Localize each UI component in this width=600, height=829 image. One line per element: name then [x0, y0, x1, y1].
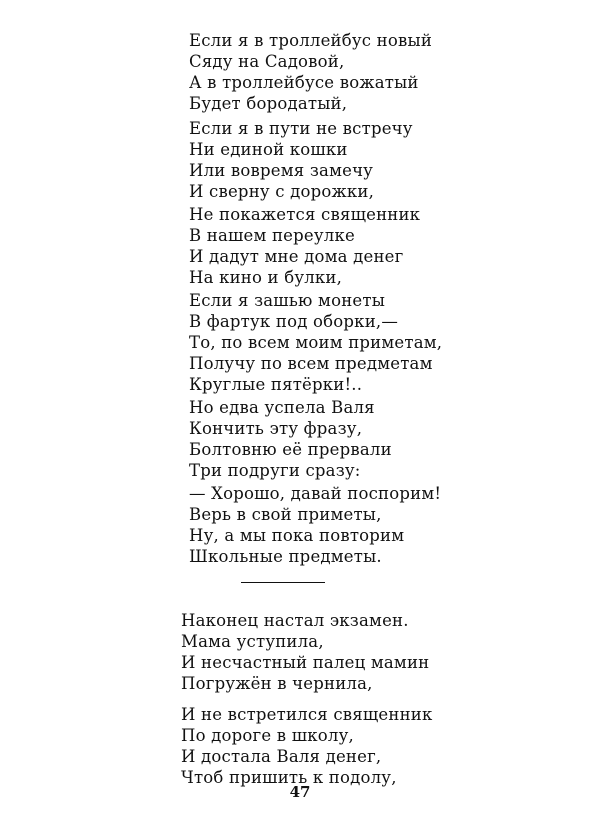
poem-line: По дороге в школу, — [181, 726, 354, 745]
poem-line: Верь в свой приметы, — [189, 505, 382, 524]
poem-line: Ни единой кошки — [189, 140, 348, 159]
poem-line: Ну, а мы пока повторим — [189, 526, 405, 545]
stanza — [181, 704, 432, 788]
poem-line: Чтоб пришить к подолу, — [181, 768, 397, 787]
poem-line: Будет бородатый, — [189, 94, 348, 113]
poem-line: В фартук под оборки,— — [189, 312, 399, 331]
poem-line: Но едва успела Валя — [189, 398, 375, 417]
poem-line: И дадут мне дома денег — [189, 247, 404, 266]
page-number: 47 — [289, 783, 311, 801]
poem-line: И сверну с дорожки, — [189, 182, 375, 201]
poem-line: — Хорошо, давай поспорим! — [189, 484, 442, 503]
poem-line: Наконец настал экзамен. — [181, 611, 409, 630]
poem-line: Сяду на Садовой, — [189, 52, 345, 71]
poem-line: Если я зашью монеты — [189, 291, 386, 310]
poem-line: И несчастный палец мамин — [181, 653, 430, 672]
poem-line: Если я в пути не встречу — [189, 119, 413, 138]
poem-line: А в троллейбусе вожатый — [189, 73, 419, 92]
poem-line: Кончить эту фразу, — [189, 419, 363, 438]
poem-line: Или вовремя замечу — [189, 161, 374, 180]
poem-line: Болтовню её прервали — [189, 440, 392, 459]
stanza — [189, 30, 432, 114]
stanza — [189, 204, 420, 288]
poem-line: Не покажется священник — [189, 205, 421, 224]
stanza — [189, 483, 441, 567]
poem-line: Мама уступила, — [181, 632, 324, 651]
poem-line: Погружён в чернила, — [181, 674, 373, 693]
poem-line: И достала Валя денег, — [181, 747, 382, 766]
poem-line: На кино и булки, — [189, 268, 343, 287]
poem-line: И не встретился священник — [181, 705, 433, 724]
stanza — [189, 397, 392, 481]
poem-line: Три подруги сразу: — [189, 461, 361, 480]
poem-line: То, по всем моим приметам, — [189, 333, 443, 352]
poem-line: В нашем переулке — [189, 226, 355, 245]
stanza — [189, 290, 442, 395]
poem-line: Школьные предметы. — [189, 547, 382, 566]
poem-line: Круглые пятёрки!.. — [189, 375, 363, 394]
stanza — [181, 610, 429, 694]
poem-line: Получу по всем предметам — [189, 354, 433, 373]
stanza — [189, 118, 413, 202]
poem-line: Если я в троллейбус новый — [189, 31, 433, 50]
section-divider — [241, 582, 325, 583]
